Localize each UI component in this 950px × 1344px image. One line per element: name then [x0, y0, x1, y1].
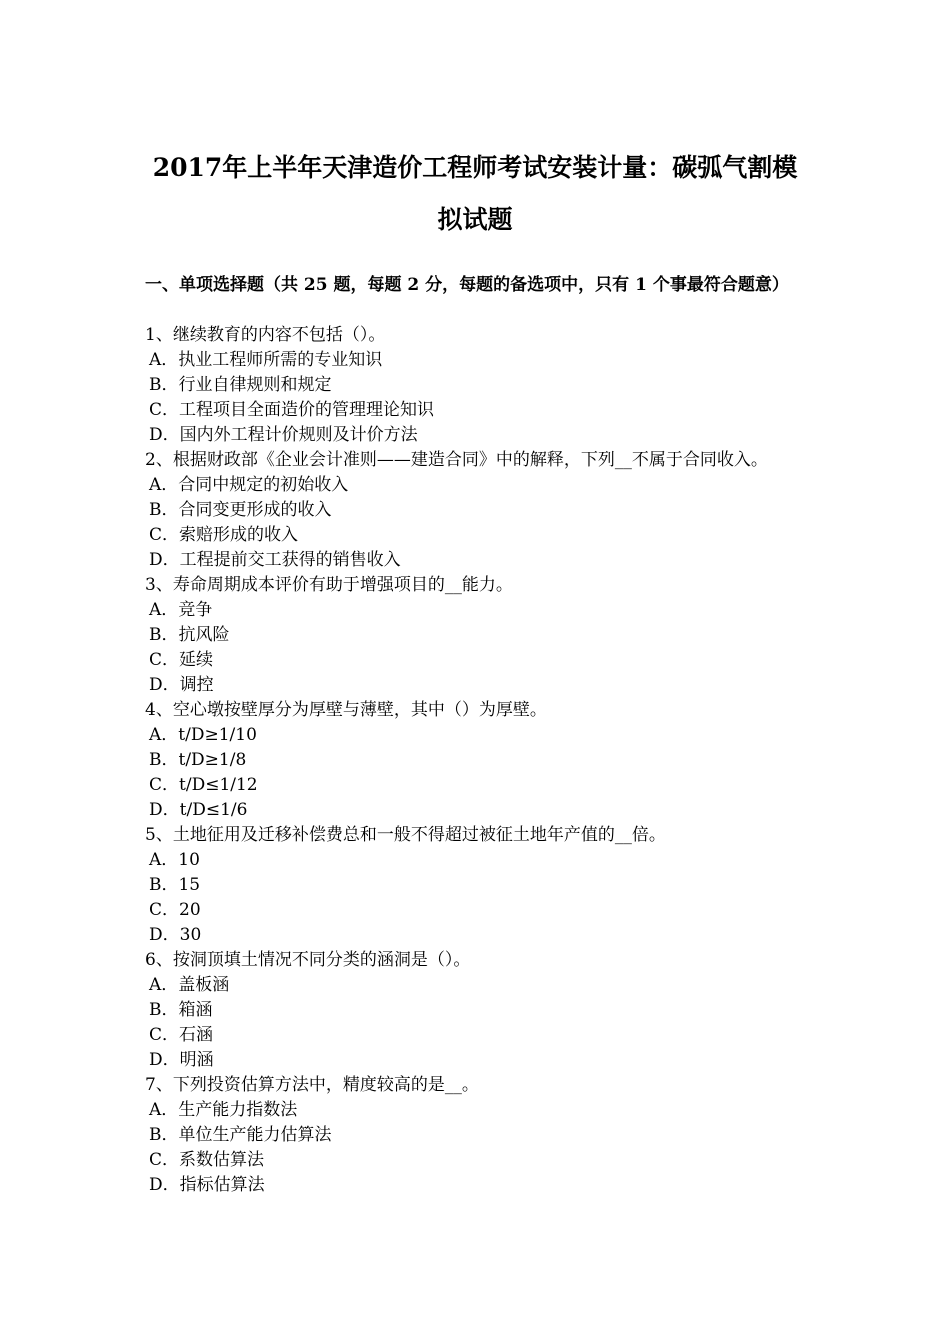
question-stem: 3、寿命周期成本评价有助于增强项目的__能力。	[145, 575, 513, 595]
option-b: B．抗风险	[149, 625, 230, 645]
option-c: C．石涵	[149, 1025, 214, 1045]
question-6	[145, 948, 810, 1073]
question-list	[145, 323, 810, 1198]
question-2	[145, 448, 810, 573]
option-d: D．工程提前交工获得的销售收入	[149, 550, 401, 570]
option-c: C．t/D≤1/12	[149, 775, 258, 795]
question-3	[145, 573, 810, 698]
option-a: A．合同中规定的初始收入	[149, 475, 349, 495]
option-a: A．竞争	[149, 600, 213, 620]
option-b: B．单位生产能力估算法	[149, 1125, 332, 1145]
option-a: A．盖板涵	[149, 975, 230, 995]
option-d: D．调控	[149, 675, 214, 695]
option-c: C．延续	[149, 650, 214, 670]
option-d: D．t/D≤1/6	[149, 800, 248, 820]
option-a: A．执业工程师所需的专业知识	[149, 350, 383, 370]
question-stem: 6、按洞顶填土情况不同分类的涵洞是（）。	[145, 950, 471, 970]
question-stem: 5、土地征用及迁移补偿费总和一般不得超过被征土地年产值的__倍。	[145, 825, 666, 845]
option-d: D．国内外工程计价规则及计价方法	[149, 425, 418, 445]
question-stem: 4、空心墩按壁厚分为厚壁与薄壁，其中（）为厚壁。	[145, 700, 547, 720]
option-d: D．指标估算法	[149, 1175, 265, 1195]
section-heading: 一、单项选择题（共 25 题，每题 2 分，每题的备选项中，只有 1 个事最符合题意）	[145, 275, 789, 295]
option-d: D．明涵	[149, 1050, 214, 1070]
option-d: D．30	[149, 925, 202, 945]
option-b: B．15	[149, 875, 201, 895]
option-a: A．10	[149, 850, 200, 870]
option-c: C．工程项目全面造价的管理理论知识	[149, 400, 435, 420]
option-b: B．行业自律规则和规定	[149, 375, 332, 395]
question-7	[145, 1073, 810, 1198]
question-stem: 7、下列投资估算方法中，精度较高的是__。	[145, 1075, 479, 1095]
option-b: B．t/D≥1/8	[149, 750, 247, 770]
question-stem: 1、继续教育的内容不包括（）。	[145, 325, 386, 345]
question-5	[145, 823, 810, 948]
option-c: C．索赔形成的收入	[149, 525, 299, 545]
option-a: A．生产能力指数法	[149, 1100, 298, 1120]
document-title-line-1: 2017年上半年天津造价工程师考试安装计量：碳弧气割模	[152, 153, 798, 182]
question-4	[145, 698, 810, 823]
document-title-line-2: 拟试题	[437, 205, 513, 234]
question-stem: 2、根据财政部《企业会计准则——建造合同》中的解释，下列__不属于合同收入。	[145, 450, 768, 470]
option-a: A．t/D≥1/10	[149, 725, 257, 745]
option-b: B．合同变更形成的收入	[149, 500, 332, 520]
option-c: C．系数估算法	[149, 1150, 265, 1170]
option-c: C．20	[149, 900, 201, 920]
question-1	[145, 323, 810, 448]
option-b: B．箱涵	[149, 1000, 213, 1020]
